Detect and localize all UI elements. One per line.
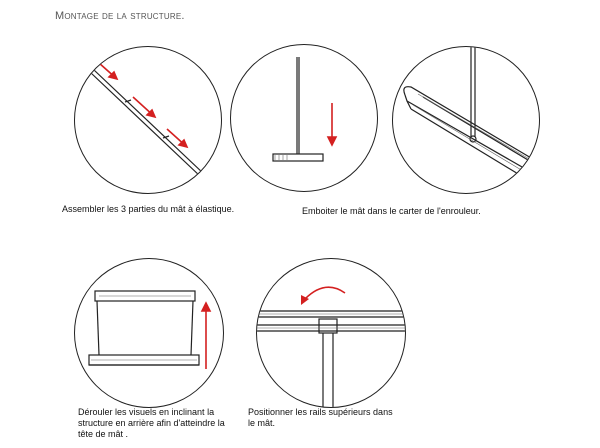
step-1-illustration	[74, 46, 222, 194]
step-2-illustration	[230, 44, 378, 192]
step-3-illustration	[392, 46, 540, 194]
step-1-caption: Assembler les 3 parties du mât à élastique.	[62, 204, 235, 214]
step-5-illustration	[256, 258, 406, 408]
roller-base	[273, 154, 323, 161]
page-title: Montage de la structure.	[55, 10, 185, 22]
step-5-caption: Positionner les rails supérieurs dans le mât.	[248, 407, 393, 428]
step-4-caption: Dérouler les visuels en inclinant la structure en arrière afin d'atteindre la tête de mât .	[78, 407, 225, 439]
step-4-illustration	[74, 258, 224, 408]
step-2-caption: Emboiter le mât dans le carter de l'enrouleur.	[302, 206, 481, 216]
